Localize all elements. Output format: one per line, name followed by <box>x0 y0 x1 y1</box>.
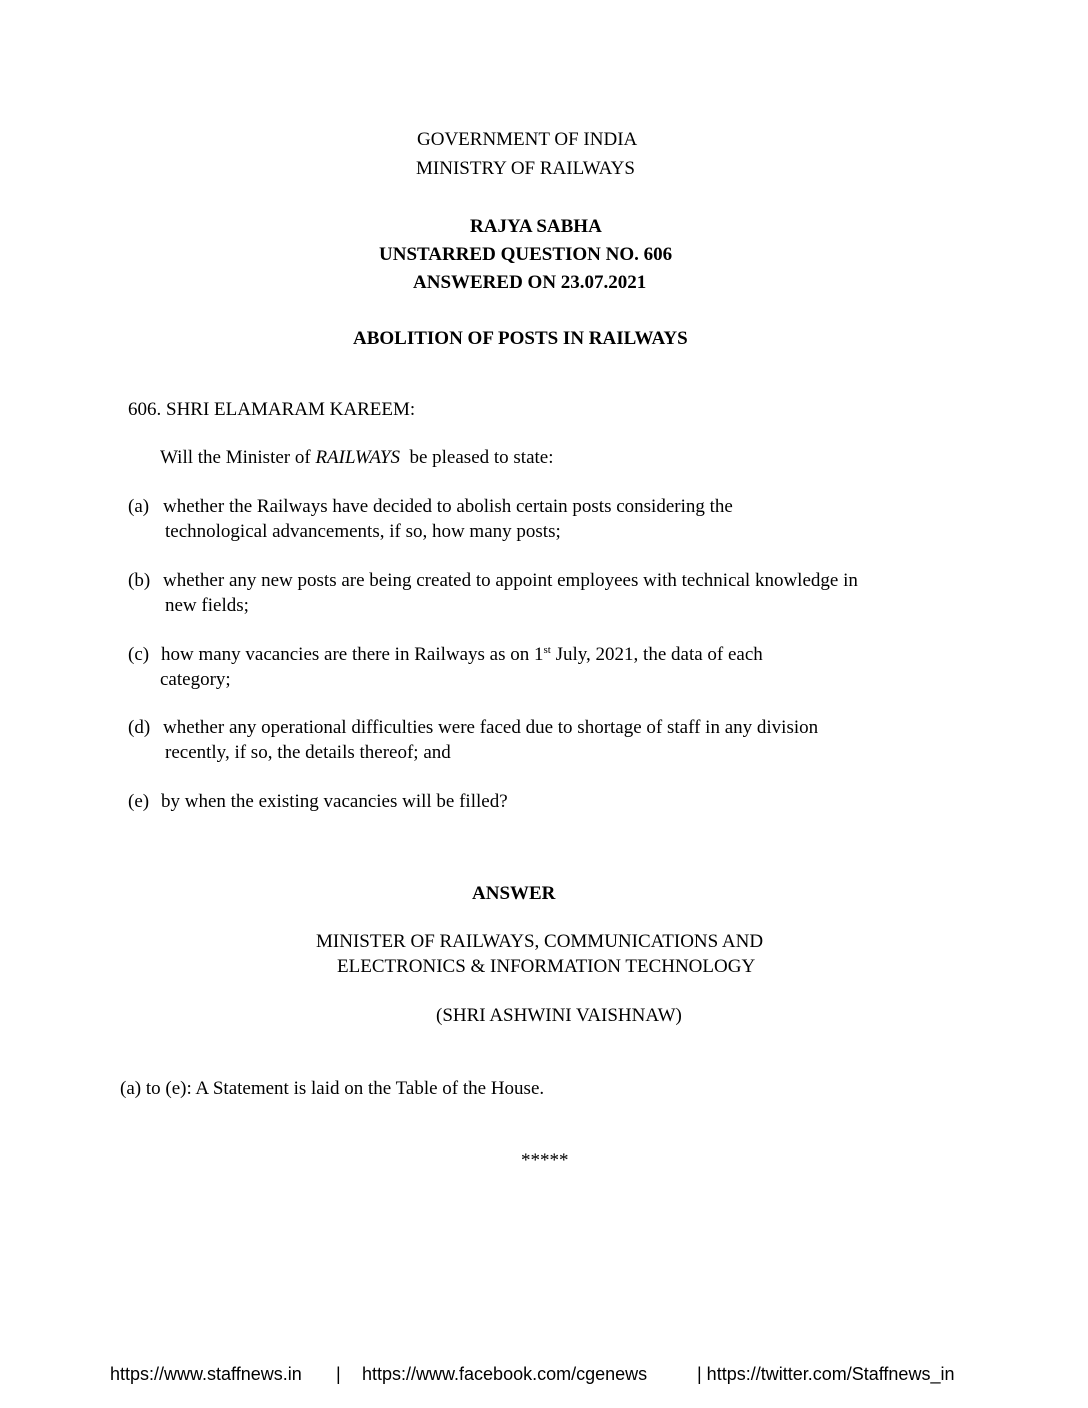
question-d-line1: whether any operational difficulties were faced due to shortage of staff in any division <box>163 717 819 738</box>
page-title: ABOLITION OF POSTS IN RAILWAYS <box>353 328 688 349</box>
question-a-label: (a) <box>128 496 150 517</box>
minister-designation-line2: ELECTRONICS & INFORMATION TECHNOLOGY <box>337 956 756 977</box>
house-heading: RAJYA SABHA <box>470 216 602 237</box>
minister-name: (SHRI ASHWINI VAISHNAW) <box>436 1005 682 1026</box>
question-c-superscript: st <box>543 644 551 656</box>
intro-after: be pleased to state: <box>399 447 554 468</box>
footer-link-staffnews[interactable]: https://www.staffnews.in <box>110 1364 302 1384</box>
question-d-line2: recently, if so, the details thereof; and <box>165 742 451 763</box>
footer-link-facebook[interactable]: https://www.facebook.com/cgenews <box>362 1364 648 1384</box>
question-number: UNSTARRED QUESTION NO. 606 <box>379 244 673 265</box>
intro-before: Will the Minister of <box>160 447 316 468</box>
question-a-line1: whether the Railways have decided to abolish certain posts considering the <box>163 496 733 517</box>
minister-designation-line1: MINISTER OF RAILWAYS, COMMUNICATIONS AND <box>316 931 764 952</box>
question-e-line1: by when the existing vacancies will be filled? <box>161 791 508 812</box>
question-b-label: (b) <box>128 570 151 591</box>
government-heading: GOVERNMENT OF INDIA <box>417 129 638 150</box>
question-d-label: (d) <box>128 717 151 738</box>
question-e-label: (e) <box>128 791 150 812</box>
question-c-line1-after: July, 2021, the data of each <box>550 644 763 665</box>
ministry-heading: MINISTRY OF RAILWAYS <box>416 158 635 179</box>
question-c-line2: category; <box>160 669 231 690</box>
question-c-label: (c) <box>128 644 150 665</box>
answer-statement: (a) to (e): A Statement is laid on the Table of the House. <box>120 1078 545 1099</box>
question-b-line1: whether any new posts are being created to appoint employees with technical knowledge in <box>163 570 858 591</box>
question-a-line2: technological advancements, if so, how many posts; <box>165 521 561 542</box>
question-b-line2: new fields; <box>165 595 249 616</box>
end-mark: ***** <box>521 1150 569 1171</box>
footer-link-twitter[interactable]: | https://twitter.com/Staffnews_in <box>697 1364 955 1384</box>
questioner: 606. SHRI ELAMARAM KAREEM: <box>128 399 416 420</box>
footer-separator: | <box>336 1364 341 1384</box>
question-c-line1 <box>161 644 763 666</box>
answered-date: ANSWERED ON 23.07.2021 <box>413 272 647 293</box>
question-c-line1-before: how many vacancies are there in Railways as on 1 <box>161 644 544 665</box>
question-intro <box>160 447 554 469</box>
answer-heading: ANSWER <box>472 883 556 904</box>
intro-ministry: RAILWAYS <box>315 447 400 468</box>
